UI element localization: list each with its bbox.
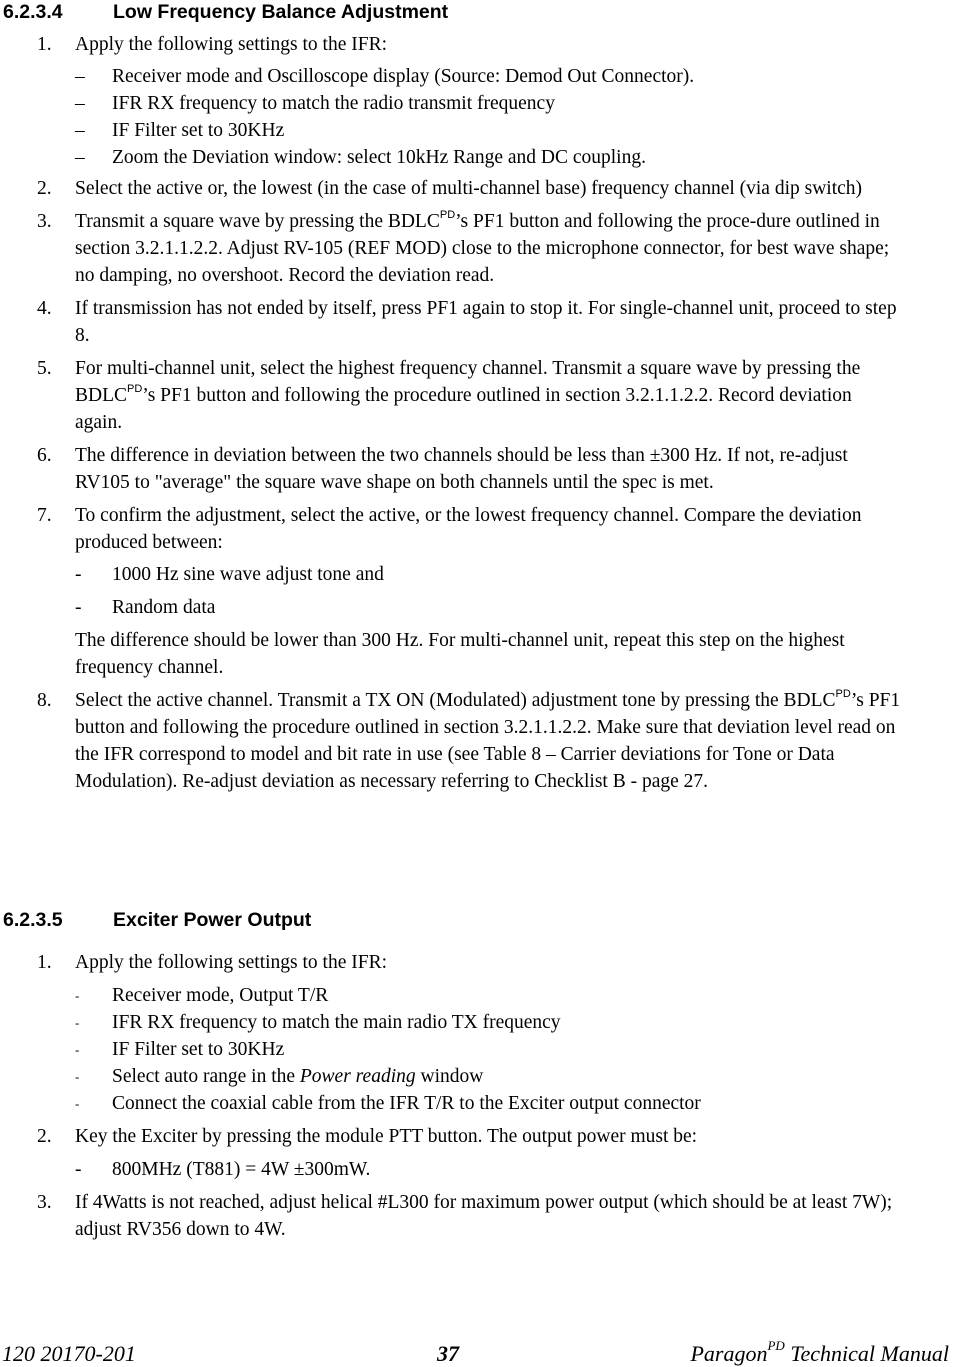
list-item: – Receiver mode and Oscilloscope display (Source: Demod Out Connector). [75, 66, 695, 87]
step-text: Apply the following settings to the IFR: [75, 34, 387, 55]
section-body-6-2-3-5 [0, 949, 963, 1243]
step-text: For multi-channel unit, select the highest frequency channel. Transmit a square wave by pressing the $BDLC^{PD}’s$ PF1 button and following the procedure outlined in section 3.2.1.1.2.2. Record deviation again. [75, 358, 861, 433]
list-item: - Receiver mode, Output T/R [75, 985, 329, 1006]
step-item: 3. If 4Watts is not reached, adjust helical #L300 for maximum power output (which should be at least 7W); adjust RV356 down to 4W. [0, 1189, 963, 1243]
step-item: 2. Key the Exciter by pressing the module PTT button. The output power must be: - 800MHz (T881) = 4W ±300mW. [0, 1123, 963, 1183]
settings-list [75, 63, 903, 171]
section-title: Exciter Power Output [113, 909, 312, 931]
step-text: If 4Watts is not reached, adjust helical #L300 for maximum power output (which should be at least 7W); adjust RV356 down to 4W. [75, 1192, 893, 1240]
list-item: - Random data [75, 597, 216, 618]
step-item: 4. If transmission has not ended by itself, press PF1 again to stop it. For single-channel unit, proceed to step 8. [0, 295, 963, 349]
list-item: – IFR RX frequency to match the radio transmit frequency [75, 93, 555, 114]
section-number: 6.2.3.4 [3, 1, 63, 23]
list-item: - IFR RX frequency to match the main radio TX frequency [75, 1012, 561, 1033]
settings-list [75, 982, 903, 1117]
compare-list [75, 561, 903, 621]
step-item: 2. Select the active or, the lowest (in the case of multi-channel base) frequency channel (via dip switch) [0, 175, 963, 202]
section-heading-6-2-3-4 [3, 0, 448, 24]
step-item: 6. The difference in deviation between the two channels should be less than ±300 Hz. If not, re-adjust RV105 to "average" the square wave shape on both channels until the spec is met. [0, 442, 963, 496]
list-item: - 1000 Hz sine wave adjust tone and [75, 564, 384, 585]
step-note: The difference should be lower than 300 Hz. For multi-channel unit, repeat this step on the highest frequency channel. [75, 630, 845, 678]
list-item: - 800MHz (T881) = 4W ±300mW. [75, 1159, 371, 1180]
section-number: 6.2.3.5 [3, 909, 63, 931]
step-text: Apply the following settings to the IFR: [75, 952, 387, 973]
list-item: - IF Filter set to 30KHz [75, 1039, 285, 1060]
step-item: 1. Apply the following settings to the IFR: - Receiver mode, Output T/R - IFR RX frequency to match the main radio TX frequency - IF Filter set to 30KHz - Select auto range in the Power reading window - Connect the coaxial cable from the IFR T/R to the Exciter output connector [0, 949, 963, 1117]
step-text: To confirm the adjustment, select the active, or the lowest frequency channel. Compare the deviation produced between: [75, 505, 862, 553]
page-number: 37 [437, 1341, 459, 1366]
list-item: – IF Filter set to 30KHz [75, 120, 285, 141]
step-item [0, 31, 963, 171]
list-item: - Connect the coaxial cable from the IFR T/R to the Exciter output connector [75, 1093, 701, 1114]
step-text: Key the Exciter by pressing the module PTT button. The output power must be: [75, 1126, 698, 1147]
manual-title: Paragon$^{PD}$ Technical Manual [690, 1337, 949, 1366]
step-text: Transmit a square wave by pressing the $BDLC^{PD}’s$ PF1 button and following the proce-dure outlined in section 3.2.1.1.2.2. Adjust RV-105 (REF MOD) close to the microphone connector, for best wave shape; no damping, no overshoot. Record the deviation read. [75, 208, 890, 286]
section-title: Low Frequency Balance Adjustment [113, 1, 449, 23]
document-number: 120 20170-201 [2, 1341, 136, 1366]
list-item: - Select auto range in the Power reading window [75, 1066, 484, 1087]
step-number: 1. [37, 34, 52, 55]
step-text: If transmission has not ended by itself, press PF1 again to stop it. For single-channel unit, proceed to step 8. [75, 298, 897, 346]
section-body-6-2-3-4 [0, 31, 963, 795]
step-item: 5. For multi-channel unit, select the highest frequency channel. Transmit a square wave by pressing the $BDLC^{PD}’s$ PF1 button and following the procedure outlined in section 3.2.1.1.2.2. Record deviation again. [0, 355, 963, 436]
step-text: The difference in deviation between the two channels should be less than ±300 Hz. If not, re-adjust RV105 to "average" the square wave shape on both channels until the spec is met. [75, 445, 848, 493]
section-heading-6-2-3-5 [3, 908, 311, 932]
step-item: 8. Select the active channel. Transmit a TX ON (Modulated) adjustment tone by pressing the $BDLC^{PD}’s$ PF1 button and following the procedure outlined in section 3.2.1.1.2.2. Make sure that deviation level read on the IFR correspond to model and bit rate in use (see Table 8 – Carrier deviations for Tone or Data Modulation). Re-adjust deviation as necessary referring to Checklist B - page 27. [0, 687, 963, 795]
step-text: Select the active or, the lowest (in the case of multi-channel base) frequency channel (via dip switch) [75, 178, 863, 199]
list-item: – Zoom the Deviation window: select 10kHz Range and DC coupling. [75, 147, 646, 168]
step-text: Select the active channel. Transmit a TX ON (Modulated) adjustment tone by pressing the $BDLC^{PD}’s$ PF1 button and following the procedure outlined in section 3.2.1.1.2.2. Make sure that deviation level read on the IFR correspond to model and bit rate in use (see Table 8 – Carrier deviations for Tone or Data Modulation). Re-adjust deviation as necessary referring to Checklist B - page 27. [75, 687, 901, 792]
step-item: 3. Transmit a square wave by pressing the $BDLC^{PD}’s$ PF1 button and following the proce-dure outlined in section 3.2.1.1.2.2. Adjust RV-105 (REF MOD) close to the microphone connector, for best wave shape; no damping, no overshoot. Record the deviation read. [0, 208, 963, 289]
page-footer [0, 1337, 963, 1367]
step-item: 7. To confirm the adjustment, select the active, or the lowest frequency channel. Compare the deviation produced between: - 1000 Hz sine wave adjust tone and - Random data The difference should be lower than 300 Hz. For multi-channel unit, repeat this step on the highest frequency channel. [0, 502, 963, 681]
power-list [75, 1156, 903, 1183]
